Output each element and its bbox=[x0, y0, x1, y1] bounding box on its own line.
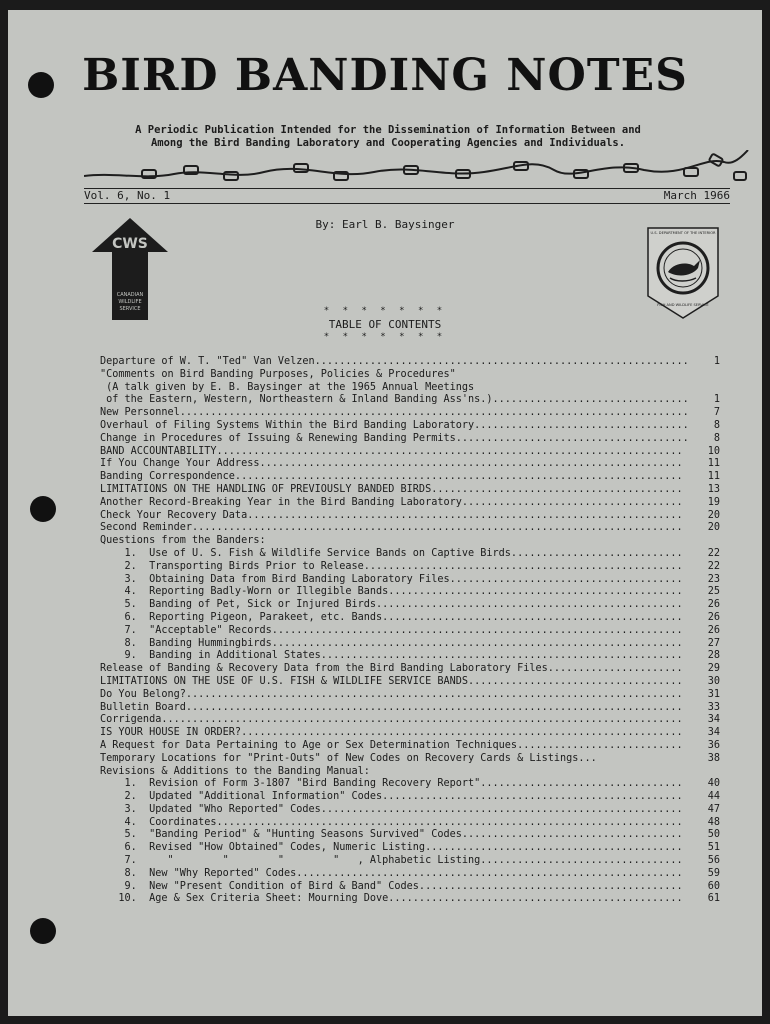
toc-entry-page: 10 bbox=[707, 445, 720, 457]
toc-entry-page: 1 bbox=[713, 394, 720, 406]
punch-hole bbox=[30, 496, 56, 522]
band-chain-illustration bbox=[84, 150, 756, 186]
cws-text-1: CANADIAN bbox=[116, 292, 144, 298]
toc-entry bbox=[100, 394, 720, 407]
toc-entry-title: Overhaul of Filing Systems Within the Bird Banding Laboratory................................... bbox=[100, 419, 689, 431]
toc-entry bbox=[100, 714, 720, 727]
toc-entry-page: 7 bbox=[713, 407, 720, 419]
punch-hole bbox=[30, 918, 56, 944]
toc-entry bbox=[100, 829, 720, 842]
subtitle bbox=[108, 124, 668, 150]
toc-entry-title: 8. Banding Hummingbirds................................................................... bbox=[100, 637, 683, 649]
toc-entry-page: 26 bbox=[707, 611, 720, 623]
toc-entry-title: Bulletin Board................................................................................. bbox=[100, 701, 683, 713]
toc-entry bbox=[100, 484, 720, 497]
toc-entry-page: 8 bbox=[713, 419, 720, 431]
toc-entry bbox=[100, 702, 720, 715]
toc-entry-page: 30 bbox=[707, 675, 720, 687]
toc-entry-title: BAND ACCOUNTABILITY............................................................................ bbox=[100, 445, 683, 457]
toc-entry-title: Revisions & Additions to the Banding Manual: bbox=[100, 765, 370, 777]
toc-entry-title: LIMITATIONS ON THE HANDLING OF PREVIOUSLY BANDED BIRDS......................................... bbox=[100, 483, 683, 495]
subtitle-line-1: A Periodic Publication Intended for the Dissemination of Information Between and bbox=[135, 124, 641, 136]
toc-entry bbox=[100, 842, 720, 855]
toc-entry-page: 19 bbox=[707, 496, 720, 508]
toc-entry-title: 6. Reporting Pigeon, Parakeet, etc. Bands................................................. bbox=[100, 611, 683, 623]
toc-entry-title: 4. Reporting Badly-Worn or Illegible Bands................................................ bbox=[100, 586, 683, 598]
document-page bbox=[8, 10, 762, 1016]
toc-entry-title: IS YOUR HOUSE IN ORDER?........................................................................ bbox=[100, 727, 683, 739]
toc-entry-page: 11 bbox=[707, 471, 720, 483]
toc-entry-page: 22 bbox=[707, 547, 720, 559]
newsletter-title: BIRD BANDING NOTES bbox=[82, 50, 688, 101]
toc-entry-page: 11 bbox=[707, 458, 720, 470]
toc-entry bbox=[100, 356, 720, 369]
toc-entry bbox=[100, 561, 720, 574]
toc-entry-title: 7. " " " " , Alphabetic Listing................................. bbox=[100, 855, 683, 867]
toc-entry-page: 23 bbox=[707, 573, 720, 585]
toc-entry-page: 38 bbox=[707, 752, 720, 764]
toc-entry bbox=[100, 689, 720, 702]
toc-entry-title: 10. Age & Sex Criteria Sheet: Mourning Dove................................................ bbox=[100, 893, 683, 905]
toc-entry bbox=[100, 599, 720, 612]
toc-entry bbox=[100, 369, 720, 382]
toc-entry-page: 47 bbox=[707, 803, 720, 815]
toc-entry bbox=[100, 753, 720, 766]
toc-entry bbox=[100, 676, 720, 689]
toc-entry-page: 34 bbox=[707, 727, 720, 739]
subtitle-line-2: Among the Bird Banding Laboratory and Cooperating Agencies and Individuals. bbox=[150, 137, 626, 149]
toc-entry-page: 31 bbox=[707, 688, 720, 700]
toc-entry bbox=[100, 446, 720, 459]
toc-entry-title: "Comments on Bird Banding Purposes, Policies & Procedures" bbox=[100, 368, 456, 380]
toc-entry bbox=[100, 612, 720, 625]
toc-entry bbox=[100, 855, 720, 868]
toc-entry-title: 8. New "Why Reported" Codes............................................................... bbox=[100, 867, 683, 879]
toc-entry-title: (A talk given by E. B. Baysinger at the 1965 Annual Meetings bbox=[100, 381, 475, 393]
toc-entry-page: 40 bbox=[707, 778, 720, 790]
toc-entry-title: Change in Procedures of Issuing & Renewing Banding Permits...................................... bbox=[100, 432, 689, 444]
toc-entry-page: 26 bbox=[707, 599, 720, 611]
toc-entry bbox=[100, 740, 720, 753]
toc-entry-page: 34 bbox=[707, 714, 720, 726]
toc-entry-page: 44 bbox=[707, 791, 720, 803]
toc-entry bbox=[100, 804, 720, 817]
toc-entry-page: 25 bbox=[707, 586, 720, 598]
toc-entry-title: 6. Revised "How Obtained" Codes, Numeric Listing.......................................... bbox=[100, 842, 683, 854]
issue-date: March 1966 bbox=[663, 189, 730, 202]
toc-entry-title: LIMITATIONS ON THE USE OF U.S. FISH & WILDLIFE SERVICE BANDS................................... bbox=[100, 675, 683, 687]
toc-entry-title: Questions from the Banders: bbox=[100, 535, 266, 547]
toc-entry-page: 60 bbox=[707, 880, 720, 892]
toc-entry bbox=[100, 420, 720, 433]
toc-entry-page: 22 bbox=[707, 560, 720, 572]
toc-entry bbox=[100, 535, 720, 548]
stars-top: * * * * * * * bbox=[323, 306, 447, 316]
toc-entry bbox=[100, 881, 720, 894]
toc-entry bbox=[100, 471, 720, 484]
toc-entry-title: Another Record-Breaking Year in the Bird Banding Laboratory.................................... bbox=[100, 496, 683, 508]
toc-entry bbox=[100, 433, 720, 446]
toc-entry-title: 1. Revision of Form 3-1807 "Bird Banding Recovery Report"................................. bbox=[100, 778, 683, 790]
toc-entry-page: 36 bbox=[707, 739, 720, 751]
toc-entry-title: 1. Use of U. S. Fish & Wildlife Service Bands on Captive Birds............................ bbox=[100, 547, 683, 559]
toc-entry bbox=[100, 510, 720, 523]
toc-entry-page: 8 bbox=[713, 432, 720, 444]
toc-entry-title: Corrigenda..................................................................................... bbox=[100, 714, 683, 726]
seal-top-text: U.S. DEPARTMENT OF THE INTERIOR bbox=[650, 231, 716, 235]
toc-entry-page: 26 bbox=[707, 624, 720, 636]
toc-entry bbox=[100, 727, 720, 740]
cws-text-3: SERVICE bbox=[119, 306, 141, 312]
table-of-contents-heading: TABLE OF CONTENTS bbox=[328, 318, 442, 331]
toc-entry bbox=[100, 522, 720, 535]
toc-entry-title: A Request for Data Pertaining to Age or Sex Determination Techniques........................... bbox=[100, 739, 683, 751]
toc-entry-title: 4. Coordinates............................................................................ bbox=[100, 816, 683, 828]
toc-entry bbox=[100, 766, 720, 779]
toc-entry bbox=[100, 625, 720, 638]
toc-entry bbox=[100, 574, 720, 587]
toc-entry bbox=[100, 548, 720, 561]
toc-entry-title: 7. "Acceptable" Records................................................................... bbox=[100, 624, 683, 636]
toc-entry bbox=[100, 791, 720, 804]
stars-bottom: * * * * * * * bbox=[323, 332, 447, 342]
toc-entry bbox=[100, 407, 720, 420]
toc-entry-page: 1 bbox=[713, 356, 720, 367]
seal-bottom-text: FISH AND WILDLIFE SERVICE bbox=[657, 303, 709, 307]
toc-entry-title: 2. Transporting Birds Prior to Release.................................................... bbox=[100, 560, 683, 572]
toc-entry-title: 3. Updated "Who Reported" Codes........................................................... bbox=[100, 803, 683, 815]
toc-entry-page: 20 bbox=[707, 522, 720, 534]
byline: By: Earl B. Baysinger bbox=[315, 218, 455, 231]
toc-entry-page: 28 bbox=[707, 650, 720, 662]
toc-entry-title: New Personnel................................................................................... bbox=[100, 407, 689, 419]
toc-entry bbox=[100, 497, 720, 510]
toc-entry-page: 59 bbox=[707, 867, 720, 879]
toc-entry-title: If You Change Your Address..................................................................... bbox=[100, 458, 683, 470]
toc-entry-page: 33 bbox=[707, 701, 720, 713]
toc-entry-title: of the Eastern, Western, Northeastern & Inland Banding Ass'ns.)................................ bbox=[100, 394, 689, 406]
toc-entry bbox=[100, 382, 720, 395]
toc-entry bbox=[100, 868, 720, 881]
toc-entry-title: 5. Banding of Pet, Sick or Injured Birds.................................................. bbox=[100, 599, 683, 611]
cws-letters: CWS bbox=[112, 236, 148, 252]
toc-entry-page: 50 bbox=[707, 829, 720, 841]
toc-entry-title: Second Reminder................................................................................ bbox=[100, 522, 683, 534]
cws-text-2: WILDLIFE bbox=[118, 299, 142, 305]
toc-entry bbox=[100, 663, 720, 676]
toc-entry-page: 13 bbox=[707, 483, 720, 495]
toc-entry bbox=[100, 586, 720, 599]
toc-entry-title: Release of Banding & Recovery Data from the Bird Banding Laboratory Files...................... bbox=[100, 663, 683, 675]
toc-entry-title: 5. "Banding Period" & "Hunting Seasons Survived" Codes.................................... bbox=[100, 829, 683, 841]
toc-entry-page: 27 bbox=[707, 637, 720, 649]
toc-entry-title: Departure of W. T. "Ted" Van Velzen............................................................. bbox=[100, 356, 689, 367]
toc-entry-page: 61 bbox=[707, 893, 720, 905]
toc-entry-page: 48 bbox=[707, 816, 720, 828]
toc-entry-title: 3. Obtaining Data from Bird Banding Laboratory Files...................................... bbox=[100, 573, 683, 585]
toc-entry bbox=[100, 638, 720, 651]
toc-entry bbox=[100, 650, 720, 663]
toc-entry-title: Temporary Locations for "Print-Outs" of New Codes on Recovery Cards & Listings... bbox=[100, 752, 597, 764]
toc-entry-title: 9. New "Present Condition of Bird & Band" Codes........................................... bbox=[100, 880, 683, 892]
toc-entry bbox=[100, 778, 720, 791]
toc-entry-page: 20 bbox=[707, 509, 720, 521]
toc-entry bbox=[100, 458, 720, 471]
toc-entry bbox=[100, 817, 720, 830]
table-of-contents-list bbox=[100, 356, 720, 906]
toc-entry-page: 29 bbox=[707, 663, 720, 675]
issue-info-bar bbox=[84, 188, 730, 204]
volume-number: Vol. 6, No. 1 bbox=[84, 189, 171, 202]
toc-entry-title: Check Your Recovery Data....................................................................... bbox=[100, 509, 683, 521]
toc-entry-page: 56 bbox=[707, 855, 720, 867]
toc-entry-title: 2. Updated "Additional Information" Codes................................................. bbox=[100, 791, 683, 803]
toc-entry bbox=[100, 893, 720, 906]
toc-entry-title: Banding Correspondence......................................................................... bbox=[100, 471, 683, 483]
toc-entry-title: Do You Belong?................................................................................. bbox=[100, 688, 683, 700]
toc-entry-title: 9. Banding in Additional States........................................................... bbox=[100, 650, 683, 662]
toc-entry-page: 51 bbox=[707, 842, 720, 854]
